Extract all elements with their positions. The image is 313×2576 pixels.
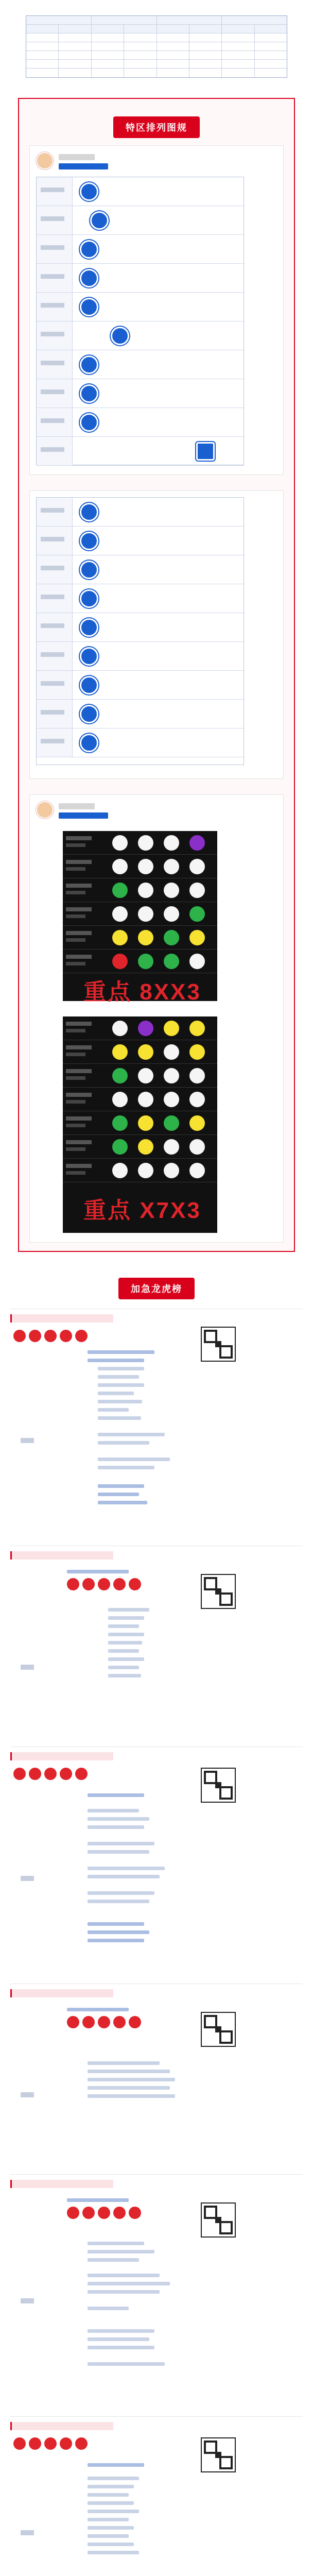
post-2 [10, 1546, 303, 1741]
stats-title[interactable] [120, 3, 193, 10]
post-title[interactable] [10, 2422, 113, 2430]
post-title[interactable] [10, 1989, 113, 1997]
author-name [59, 154, 95, 160]
stats-grid [26, 15, 287, 78]
trend-card-2 [29, 490, 284, 779]
trend-ball [80, 734, 98, 752]
trend-ball [80, 413, 98, 432]
author-avatar [36, 152, 54, 170]
post-1 [10, 1309, 303, 1540]
trend-ball [80, 618, 98, 637]
qr-code [201, 2437, 236, 2472]
trend-ball [80, 182, 98, 201]
special-banner: 特区排列图规 [113, 116, 200, 138]
qr-code [201, 1327, 236, 1362]
stats-header-row [26, 16, 287, 25]
trend-ball [80, 647, 98, 666]
post-4 [10, 1984, 303, 2169]
author-avatar [36, 801, 54, 819]
post-6 [10, 2416, 303, 2576]
trend-ball [80, 676, 98, 694]
trend-ball [80, 503, 98, 521]
trend-ball [80, 269, 98, 287]
trend-card-1 [29, 145, 284, 475]
trend-ball [111, 327, 129, 345]
post-title[interactable] [10, 1752, 113, 1760]
trend-grid-2 [36, 497, 244, 765]
dark-board-2 [63, 1016, 217, 1233]
trend-ball [90, 211, 109, 230]
hot-label-1: 重点 8XX3 [83, 979, 201, 1005]
post-title[interactable] [10, 1314, 113, 1323]
stats-row [26, 33, 287, 42]
special-section [18, 98, 295, 1252]
trend-ball [80, 240, 98, 259]
qr-code [201, 2012, 236, 2047]
author-badge [59, 812, 108, 819]
qr-code [201, 1768, 236, 1803]
stats-title-bar [0, 0, 313, 13]
stats-row [26, 60, 287, 69]
trend-ball [80, 384, 98, 403]
author-name [59, 803, 95, 809]
stats-row [26, 42, 287, 51]
board-card [29, 794, 284, 1243]
trend-grid-1 [36, 177, 244, 465]
post-5 [10, 2174, 303, 2411]
post-title[interactable] [10, 1551, 113, 1560]
trend-ball [80, 298, 98, 316]
author-badge [59, 163, 108, 170]
stats-table [0, 0, 313, 87]
dragon-banner: 加急龙虎榜 [118, 1278, 195, 1299]
post-3 [10, 1747, 303, 1978]
trend-ball [80, 705, 98, 723]
trend-ball [196, 442, 215, 461]
trend-ball [80, 532, 98, 550]
trend-ball [80, 355, 98, 374]
hot-label-2: 重点 X7X3 [83, 1198, 201, 1223]
trend-ball [80, 561, 98, 579]
qr-code [201, 2202, 236, 2238]
post-title[interactable] [10, 2180, 113, 2188]
stats-subheader-row [26, 25, 287, 33]
stats-row [26, 69, 287, 77]
trend-ball [80, 589, 98, 608]
qr-code [201, 1574, 236, 1609]
stats-row [26, 51, 287, 60]
dark-board-1 [63, 831, 217, 1005]
